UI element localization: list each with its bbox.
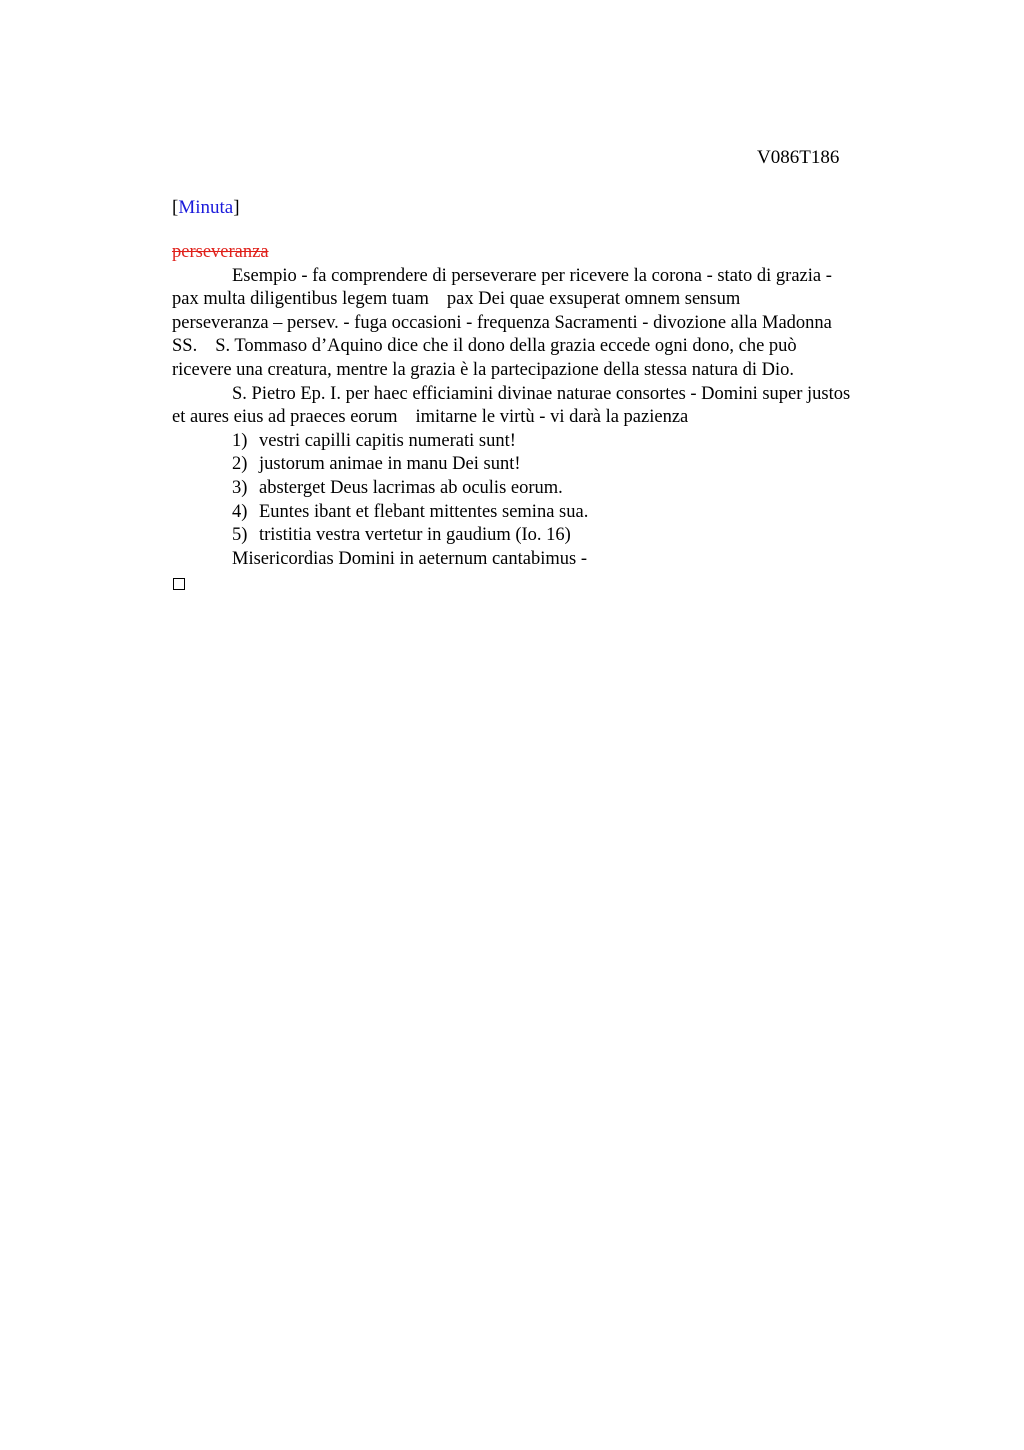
document-body: [172, 241, 932, 598]
heading-close-bracket: ]: [233, 197, 240, 218]
document-heading: [172, 196, 240, 220]
paragraph-1-line-4b: S. Tommaso d’Aquino dice che il dono della grazia eccede ogni dono, che può: [215, 336, 797, 357]
list-item-number: 1): [232, 430, 248, 451]
list-item-text: Euntes ibant et flebant mittentes semina sua.: [259, 501, 589, 522]
list-item-number: 3): [232, 477, 248, 498]
list-item-text: justorum animae in manu Dei sunt!: [259, 454, 521, 475]
paragraph-1-line-1: Esempio - fa comprendere di perseverare per ricevere la corona - stato di grazia -: [232, 265, 832, 286]
struck-title: perseveranza: [172, 242, 269, 262]
paragraph-2-line-2a: et aures eius ad praeces eorum: [172, 407, 398, 428]
document-id: V086T186: [757, 147, 840, 168]
paragraph-2-line-2: [172, 406, 932, 430]
paragraph-1-line-4a: SS.: [172, 336, 198, 357]
list-item-number: 5): [232, 525, 248, 546]
paragraph-1-line-3: perseveranza – persev. - fuga occasioni - frequenza Sacramenti - divozione alla Madonna: [172, 312, 832, 333]
paragraph-2-line-1: S. Pietro Ep. I. per haec efficiamini divinae naturae consortes - Domini super justos: [232, 383, 851, 404]
paragraph-1-line-5: ricevere una creatura, mentre la grazia è la partecipazione della stessa natura di Dio.: [172, 359, 794, 380]
list-item: [172, 477, 932, 501]
list-item: [172, 501, 932, 525]
heading-open-bracket: [: [172, 197, 179, 218]
list-item: [172, 453, 932, 477]
list-item: [172, 430, 932, 454]
empty-box-icon: [173, 578, 185, 590]
paragraph-1-line-4: [172, 335, 932, 359]
paragraph-1-line-2a: pax multa diligentibus legem tuam: [172, 289, 429, 310]
list-item-text: vestri capilli capitis numerati sunt!: [259, 430, 516, 451]
end-marker: [172, 571, 932, 598]
list-item-number: 4): [232, 501, 248, 522]
list-item-text: absterget Deus lacrimas ab oculis eorum.: [259, 477, 563, 498]
paragraph-2-line-2b: imitarne le virtù - vi darà la pazienza: [415, 407, 689, 428]
closing-line: Misericordias Domini in aeternum cantabimus -: [232, 548, 588, 569]
list-item-number: 2): [232, 454, 248, 475]
list-item-text: tristitia vestra vertetur in gaudium (Io. 16): [259, 525, 571, 546]
list-item: [172, 524, 932, 548]
heading-label: Minuta: [178, 197, 234, 218]
paragraph-1-line-2: [172, 288, 932, 312]
paragraph-1-line-2b: pax Dei quae exsuperat omnem sensum: [446, 289, 741, 310]
